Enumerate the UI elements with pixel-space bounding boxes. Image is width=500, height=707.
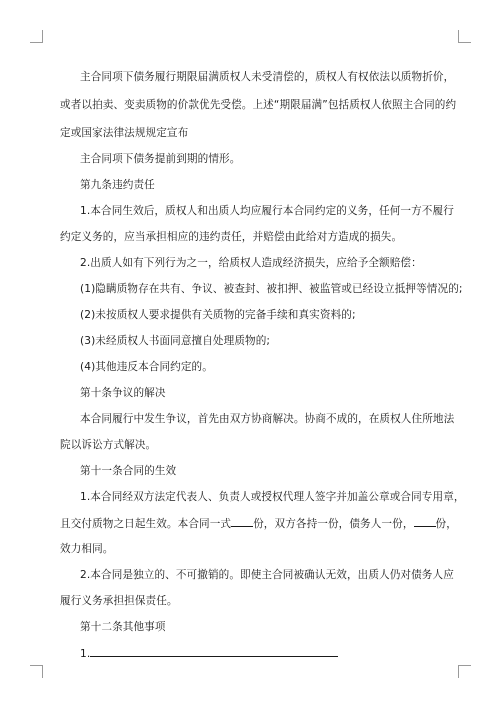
paragraph-line: 1.本合同经双方法定代表人、负责人或授权代理人签字并加盖公章或合同专用章， [80, 491, 465, 503]
paragraph-line: 2.本合同是独立的、不可撤销的。即使主合同被确认无效，出质人仍对债务人应 [80, 569, 454, 581]
list-item: (2)未按质权人要求提供有关质物的完备手续和真实资料的; [80, 309, 356, 321]
list-item: (3)未经质权人书面同意擅自处理质物的; [80, 335, 271, 347]
section-heading: 第十条争议的解决 [80, 387, 166, 399]
list-item: (1)隐瞒质物存在共有、争议、被查封、被扣押、被监管或已经设立抵押等情况的; [80, 283, 463, 295]
paragraph-line: 效力相同。 [60, 543, 114, 555]
paragraph-line: 本合同履行中发生争议，首先由双方协商解决。协商不成的，在质权人住所地法 [80, 413, 455, 425]
paragraph-line: 定或国家法律法规规定宣布 [60, 127, 189, 139]
page-corner-mark-top-left [30, 30, 43, 43]
page-corner-mark-bottom-left [30, 665, 43, 678]
paragraph-line: 院以诉讼方式解决。 [60, 439, 157, 451]
section-heading: 第十一条合同的生效 [80, 465, 177, 477]
copies-count-blank [414, 516, 436, 527]
section-heading: 第九条违约责任 [80, 179, 155, 191]
paragraph-line: 2.出质人如有下列行为之一，给质权人造成经济损失，应给予全额赔偿： [80, 257, 422, 269]
list-item: (4)其他违反本合同约定的。 [80, 361, 213, 373]
paragraph-line: 1.本合同生效后，质权人和出质人均应履行本合同约定的义务，任何一方不履行 [80, 205, 454, 217]
item-number: 1. [80, 648, 91, 660]
section-heading: 第十二条其他事项 [80, 621, 166, 633]
paragraph-line: 或者以拍卖、变卖质物的价款优先受偿。上述“期限届满”包括质权人依照主合同的约 [60, 99, 457, 111]
copies-line [60, 516, 457, 531]
copies-text-3: 份， [435, 518, 457, 530]
copies-count-blank [231, 516, 253, 527]
copies-text-2: 份，双方各持一份，债务人一份， [253, 518, 414, 530]
fill-in-blank [90, 646, 338, 657]
other-matters-item-1 [80, 646, 338, 661]
paragraph-line: 约定义务的，应当承担相应的违约责任，并赔偿由此给对方造成的损失。 [60, 231, 403, 243]
page-corner-mark-top-right [458, 30, 471, 43]
paragraph-line: 主合同项下债务履行期限届满质权人未受清偿的，质权人有权依法以质物折价， [80, 71, 455, 83]
paragraph-line: 履行义务承担担保责任。 [60, 595, 178, 607]
page-corner-mark-bottom-right [458, 665, 471, 678]
copies-text-1: 且交付质物之日起生效。本合同一式 [60, 518, 232, 530]
paragraph-line: 主合同项下债务提前到期的情形。 [80, 153, 241, 165]
